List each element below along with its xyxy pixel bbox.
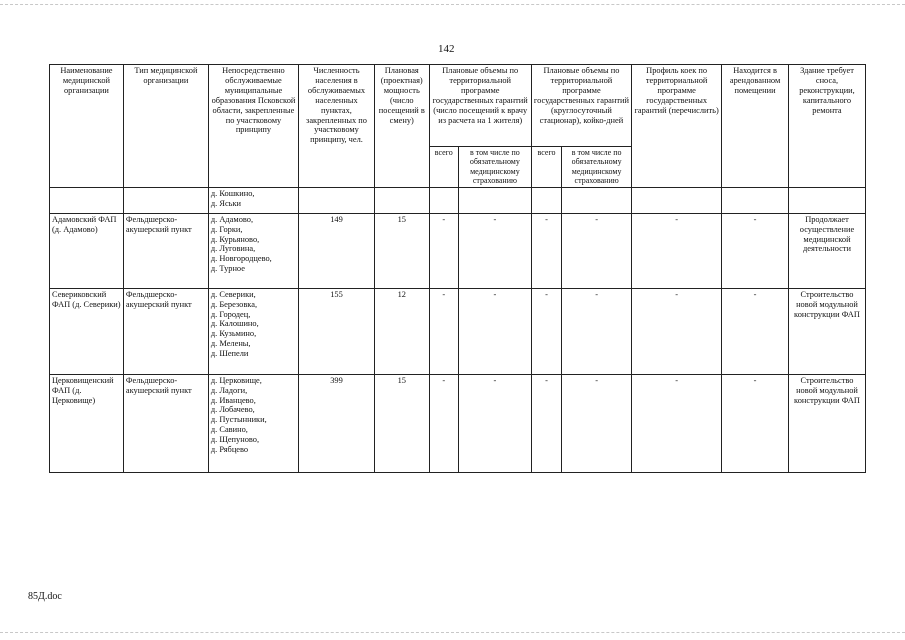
table-row: [50, 213, 866, 288]
header-bed-profile: Профиль коек по территориальной программе государственных гарантий (перечислить): [632, 65, 722, 188]
header-beds-total: всего: [531, 147, 561, 188]
org-name: Церковищенский ФАП (д. Церковище): [50, 374, 124, 472]
table-row: [50, 374, 866, 472]
document-filename: 85Д.doc: [28, 591, 62, 602]
org-name: Адамовский ФАП (д. Адамово): [50, 213, 124, 288]
rented-value: -: [722, 288, 789, 374]
capacity-value: 15: [374, 213, 429, 288]
village-name: д. Церковище,: [210, 375, 262, 385]
village-name: д. Курьяново,: [210, 234, 260, 244]
header-bed-volumes: Плановые объемы по территориальной программе государственных гарантий (круглосуточный стационар), койко-дней: [531, 65, 631, 147]
org-name: Севериковский ФАП (д. Северики): [50, 288, 124, 374]
village-name: д. Кузьмино,: [210, 329, 257, 339]
beds-total-value: -: [531, 288, 561, 374]
header-visits-oms: в том числе по обязательному медицинскому страхованию: [458, 147, 531, 188]
village-name: д. Савино,: [210, 425, 248, 435]
table-row: [50, 288, 866, 374]
village-name: д. Лобачево,: [210, 405, 255, 415]
header-beds-oms: в том числе по обязательному медицинскому страхованию: [562, 147, 632, 188]
villages-list: [208, 213, 298, 288]
header-visit-volumes: Плановые объемы по территориальной программе государственных гарантий (число посещений к врачу из расчета на 1 жителя): [429, 65, 531, 147]
visits-oms-value: -: [458, 213, 531, 288]
beds-oms-value: -: [562, 374, 632, 472]
building-status: Продолжает осуществление медицинской деятельности: [788, 213, 865, 288]
facilities-table: [49, 64, 866, 473]
village-name: д. Новгородцево,: [210, 254, 272, 264]
beds-total-value: -: [531, 374, 561, 472]
population-value: 149: [299, 213, 375, 288]
header-municipalities: Непосредственно обслуживаемые муниципальные образования Псковской области, закрепленные по участковому принципу: [208, 65, 298, 188]
village-name: д. Городец,: [210, 309, 251, 319]
scan-edge-top: [0, 4, 905, 5]
table-row-continuation: [50, 187, 866, 213]
building-status: Строительство новой модульной конструкции ФАП: [788, 288, 865, 374]
header-org-name: Наименование медицинской организации: [50, 65, 124, 188]
header-visits-total: всего: [429, 147, 458, 188]
org-type: Фельдшерско-акушерский пункт: [123, 213, 208, 288]
village-name: д. Ладоги,: [210, 385, 248, 395]
org-type: Фельдшерско-акушерский пункт: [123, 288, 208, 374]
village-name: д. Щепуново,: [210, 435, 260, 445]
building-status: Строительство новой модульной конструкции ФАП: [788, 374, 865, 472]
rented-value: -: [722, 374, 789, 472]
continuation-villages: [208, 187, 298, 213]
village-name: д. Адамово,: [210, 214, 254, 224]
rented-value: -: [722, 213, 789, 288]
village-name: д. Северики,: [210, 289, 256, 299]
bed-profile-value: -: [632, 374, 722, 472]
population-value: 399: [299, 374, 375, 472]
village-name: д. Яськи: [210, 198, 242, 208]
beds-oms-value: -: [562, 288, 632, 374]
village-name: д. Луговина,: [210, 244, 256, 254]
capacity-value: 12: [374, 288, 429, 374]
village-name: д. Иванцево,: [210, 395, 256, 405]
population-value: 155: [299, 288, 375, 374]
village-name: д. Горки,: [210, 224, 243, 234]
bed-profile-value: -: [632, 288, 722, 374]
visits-total-value: -: [429, 374, 458, 472]
visits-oms-value: -: [458, 288, 531, 374]
villages-list: [208, 288, 298, 374]
bed-profile-value: -: [632, 213, 722, 288]
village-name: д. Калошино,: [210, 319, 259, 329]
village-name: д. Березовка,: [210, 299, 258, 309]
header-building: Здание требует сноса, реконструкции, капитального ремонта: [788, 65, 865, 188]
header-rented: Находится в арендованном помещении: [722, 65, 789, 188]
capacity-value: 15: [374, 374, 429, 472]
visits-total-value: -: [429, 288, 458, 374]
village-name: д. Рябцево: [210, 445, 249, 455]
village-name: д. Кошкино,: [210, 188, 255, 198]
visits-total-value: -: [429, 213, 458, 288]
village-name: д. Мелены,: [210, 339, 251, 349]
page-number: 142: [438, 43, 455, 55]
villages-list: [208, 374, 298, 472]
visits-oms-value: -: [458, 374, 531, 472]
beds-total-value: -: [531, 213, 561, 288]
village-name: д. Шепели: [210, 349, 249, 359]
village-name: д. Турное: [210, 264, 245, 274]
beds-oms-value: -: [562, 213, 632, 288]
org-type: Фельдшерско-акушерский пункт: [123, 374, 208, 472]
scan-edge-bottom: [0, 632, 905, 633]
header-population: Численность населения в обслуживаемых населенных пунктах, закрепленных по участковому принципу, чел.: [299, 65, 375, 188]
header-org-type: Тип медицинской организации: [123, 65, 208, 188]
header-capacity: Плановая (проектная) мощность (число посещений в смену): [374, 65, 429, 188]
village-name: д. Пустынники,: [210, 415, 267, 425]
